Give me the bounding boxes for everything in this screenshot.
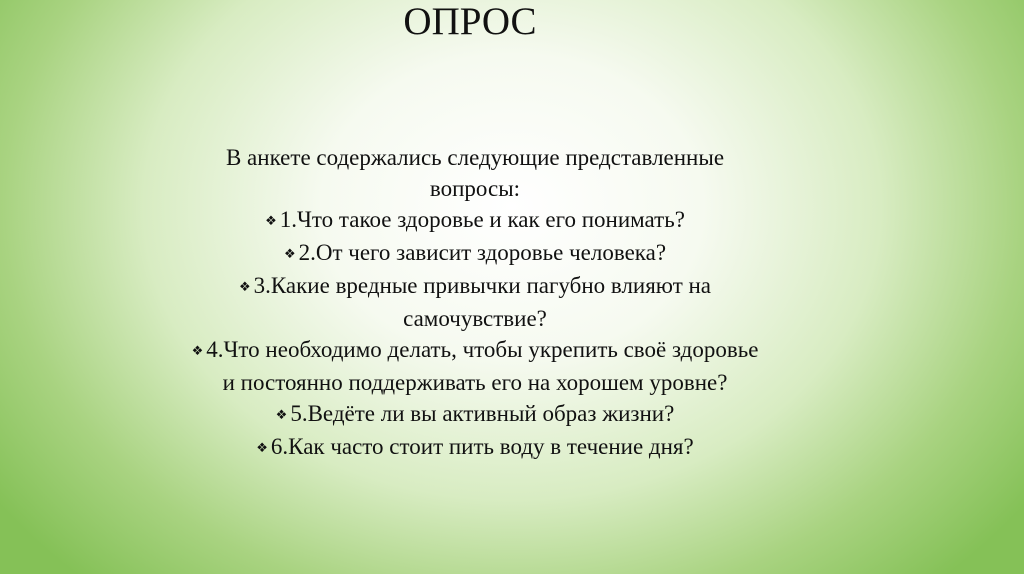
question-2 [150,237,800,270]
question-3 [150,270,800,303]
question-1 [150,204,800,237]
question-3-text: 3.Какие вредные привычки пагубно влияют на [253,273,712,298]
slide-title: ОПРОС [403,0,537,43]
question-6-text: 6.Как часто стоит пить воду в течение дня? [270,434,694,459]
question-4-text: 4.Что необходимо делать, чтобы укрепить своё здоровье [206,337,759,362]
question-4 [150,334,800,367]
intro-line-2: вопросы: [429,176,521,201]
diamond-bullet-icon: ❖ [256,441,268,456]
question-1-text: 1.Что такое здоровье и как его понимать? [279,207,685,232]
question-5 [150,398,800,431]
question-3-continuation: самочувствие? [403,306,547,331]
diamond-bullet-icon: ❖ [275,408,288,423]
question-4-continuation: и постоянно поддерживать его на хорошем уровне? [222,370,728,395]
diamond-bullet-icon: ❖ [191,344,204,359]
question-2-text: 2.От чего зависит здоровье человека? [298,240,667,265]
diamond-bullet-icon: ❖ [238,280,251,295]
diamond-bullet-icon: ❖ [283,247,296,262]
question-5-text: 5.Ведёте ли вы активный образ жизни? [290,401,675,426]
intro-line-1: В анкете содержались следующие представленные [225,145,725,170]
slide-body [150,142,800,464]
diamond-bullet-icon: ❖ [265,214,277,229]
question-6 [150,431,800,464]
